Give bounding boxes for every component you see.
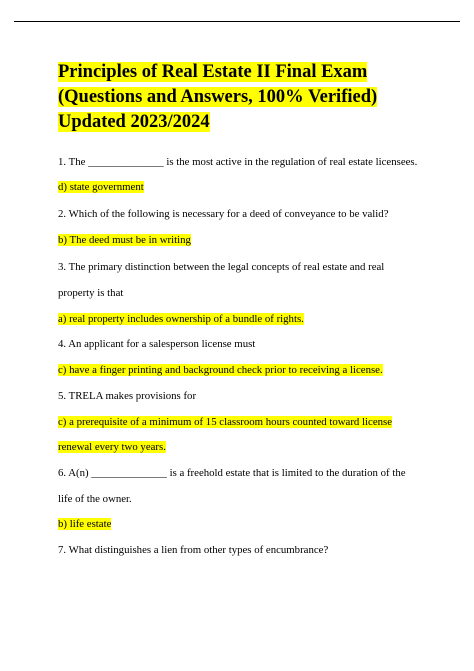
answer-line: [58, 415, 448, 430]
title-line: Updated 2023/2024: [58, 112, 210, 132]
question-text: 5. TRELA makes provisions for: [58, 390, 197, 402]
question-text: 6. A(n) ______________ is a freehold estate that is limited to the duration of the: [58, 467, 406, 479]
answer-text: c) have a finger printing and background check prior to receiving a license.: [58, 364, 383, 376]
question-text: 2. Which of the following is necessary for a deed of conveyance to be valid?: [58, 208, 389, 220]
answer-line: [58, 363, 448, 378]
answer-line: [58, 233, 448, 248]
answer-text: c) a prerequisite of a minimum of 15 classroom hours counted toward license: [58, 416, 393, 428]
document-title: [58, 60, 458, 135]
question-line: [58, 286, 448, 301]
top-divider: [14, 21, 460, 22]
question-line: [58, 260, 448, 275]
qa-list: [58, 155, 448, 558]
question-line: [58, 207, 448, 222]
question-line: [58, 543, 448, 558]
answer-text: a) real property includes ownership of a bundle of rights.: [58, 313, 304, 325]
question-line: [58, 337, 448, 352]
answer-line: [58, 312, 448, 327]
question-line: [58, 155, 448, 170]
answer-text: b) life estate: [58, 518, 112, 530]
question-text: 7. What distinguishes a lien from other types of encumbrance?: [58, 544, 329, 556]
question-line: [58, 492, 448, 507]
question-text: 4. An applicant for a salesperson license must: [58, 338, 256, 350]
title-line: Principles of Real Estate II Final Exam: [58, 62, 368, 82]
question-text: life of the owner.: [58, 493, 132, 505]
question-text: 1. The ______________ is the most active in the regulation of real estate licensees.: [58, 156, 418, 168]
question-text: property is that: [58, 287, 124, 299]
answer-line: [58, 517, 448, 532]
answer-text: d) state government: [58, 181, 144, 193]
answer-text: renewal every two years.: [58, 441, 166, 453]
question-line: [58, 389, 448, 404]
answer-line: [58, 180, 448, 195]
answer-text: b) The deed must be in writing: [58, 234, 191, 246]
answer-line: [58, 440, 448, 455]
question-line: [58, 466, 448, 481]
question-text: 3. The primary distinction between the legal concepts of real estate and real: [58, 261, 385, 273]
title-line: (Questions and Answers, 100% Verified): [58, 87, 378, 107]
